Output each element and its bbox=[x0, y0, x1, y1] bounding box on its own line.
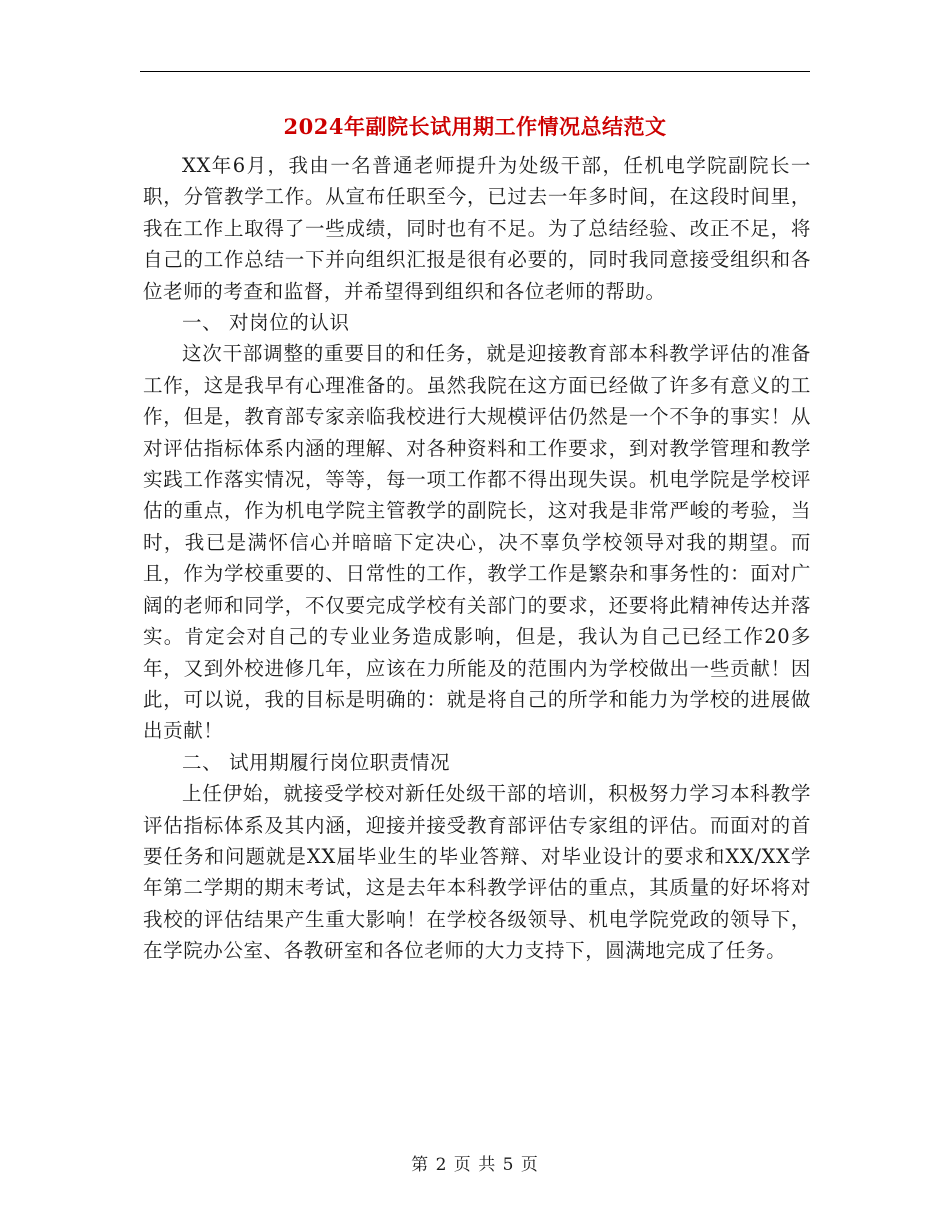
document-title: 2024年副院长试用期工作情况总结范文 bbox=[283, 114, 667, 139]
paragraph-section-2: 上任伊始，就接受学校对新任处级干部的培训，积极努力学习本科教学评估指标体系及其内涵，迎接并接受教育部评估专家组的评估。而面对的首要任务和问题就是XX届毕业生的毕业答辩、对毕业设计的要求和XX/XX学年第二学期的期末考试，这是去年本科教学评估的重点，其质量的好坏将对我校的评估结果产生重大影响！在学校各级领导、机电学院党政的领导下，在学院办公室、各教研室和各位老师的大力支持下，圆满地完成了任务。 bbox=[143, 782, 811, 963]
header-rule bbox=[140, 71, 810, 72]
document-body bbox=[143, 150, 811, 967]
section-heading-2: 二、 试用期履行岗位职责情况 bbox=[182, 750, 451, 774]
page-number-footer: 第 2 页 共 5 页 bbox=[411, 1155, 539, 1175]
paragraph-intro: XX年6月，我由一名普通老师提升为处级干部，任机电学院副院长一职，分管教学工作。从宣布任职至今，已过去一年多时间，在这段时间里，我在工作上取得了一些成绩，同时也有不足。为了总结经验、改正不足，将自己的工作总结一下并向组织汇报是很有必要的，同时我同意接受组织和各位老师的考查和监督，并希望得到组织和各位老师的帮助。 bbox=[143, 154, 811, 303]
section-heading-1: 一、 对岗位的认识 bbox=[182, 311, 350, 335]
paragraph-section-1: 这次干部调整的重要目的和任务，就是迎接教育部本科教学评估的准备工作，这是我早有心理准备的。虽然我院在这方面已经做了许多有意义的工作，但是，教育部专家亲临我校进行大规模评估仍然是一个不争的事实！从对评估指标体系内涵的理解、对各种资料和工作要求，到对教学管理和教学实践工作落实情况，等等，每一项工作都不得出现失误。机电学院是学校评估的重点，作为机电学院主管教学的副院长，这对我是非常严峻的考验，当时，我已是满怀信心并暗暗下定决心，决不辜负学校领导对我的期望。而且，作为学校重要的、日常性的工作，教学工作是繁杂和事务性的：面对广阔的老师和同学，不仅要完成学校有关部门的要求，还要将此精神传达并落实。肯定会对自己的专业业务造成影响，但是，我认为自己已经工作20多年，又到外校进修几年，应该在力所能及的范围内为学校做出一些贡献！因此，可以说，我的目标是明确的：就是将自己的所学和能力为学校的进展做出贡献！ bbox=[143, 342, 811, 743]
